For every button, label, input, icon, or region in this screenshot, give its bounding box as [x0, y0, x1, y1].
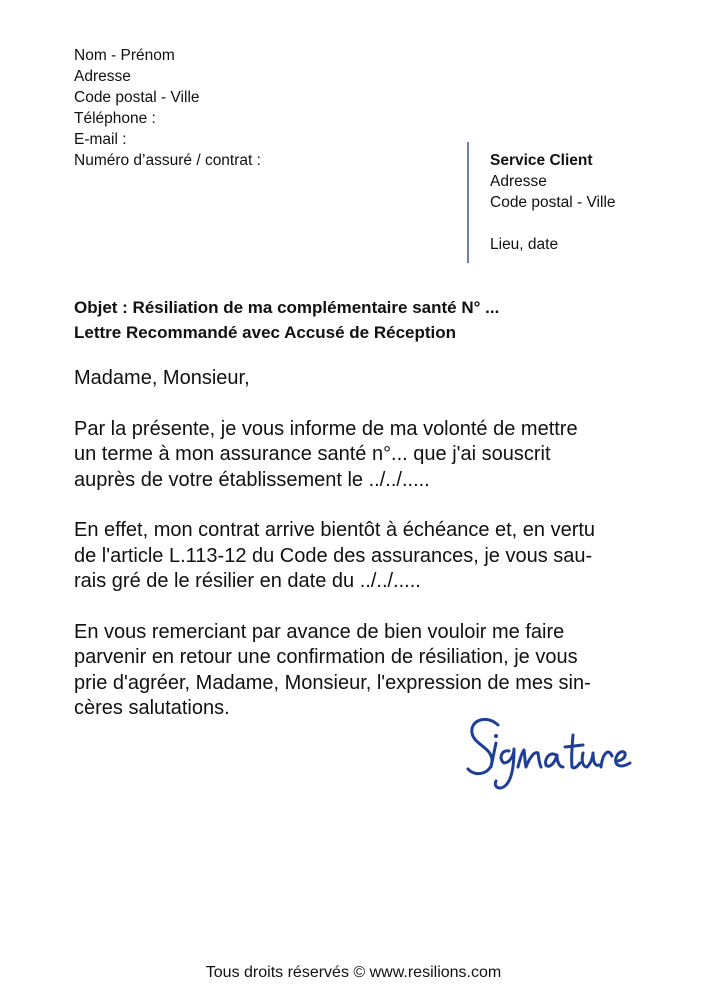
recipient-spacer — [490, 213, 616, 234]
body-paragraph-2: En effet, mon contrat arrive bientôt à échéance et, en vertu de l'article L.113-12 du Code des assurances, je vous sau- rais gré de le résilier en date du ../../..... — [74, 519, 596, 592]
sender-phone: Téléphone : — [74, 110, 156, 127]
place-date: Lieu, date — [490, 236, 559, 253]
recipient-address: Adresse — [490, 173, 547, 190]
recipient-postal-city: Code postal - Ville — [490, 194, 616, 211]
subject-line: Objet : Résiliation de ma complémentaire santé N° ... — [74, 298, 500, 317]
sender-address: Adresse — [74, 68, 131, 85]
footer-copyright: Tous droits réservés © www.resilions.com — [205, 964, 502, 981]
sender-insured-number: Numéro d’assuré / contrat : — [74, 152, 261, 169]
handwritten-signature — [462, 705, 637, 800]
body-paragraph-3: En vous remerciant par avance de bien vouloir me faire parvenir en retour une confirmation de résiliation, je vous prie d'agréer, Madame, Monsieur, l'expression de mes sin- cères salutations. — [74, 620, 591, 719]
body-paragraph-1: Par la présente, je vous informe de ma volonté de mettre un terme à mon assurance santé n°... que j'ai souscrit auprès de votre établissement le ../../..... — [74, 417, 578, 491]
recipient-name: Service Client — [490, 152, 593, 169]
sender-name: Nom - Prénom — [74, 47, 175, 64]
salutation: Madame, Monsieur, — [74, 367, 250, 389]
recipient-divider — [467, 142, 469, 263]
letter-body — [74, 366, 644, 722]
registered-mail-line: Lettre Recommandé avec Accusé de Réception — [74, 323, 457, 342]
subject-block — [74, 295, 499, 345]
sender-postal-city: Code postal - Ville — [74, 89, 200, 106]
recipient-block — [490, 150, 616, 255]
sender-email: E-mail : — [74, 131, 127, 148]
sender-block — [74, 45, 261, 171]
